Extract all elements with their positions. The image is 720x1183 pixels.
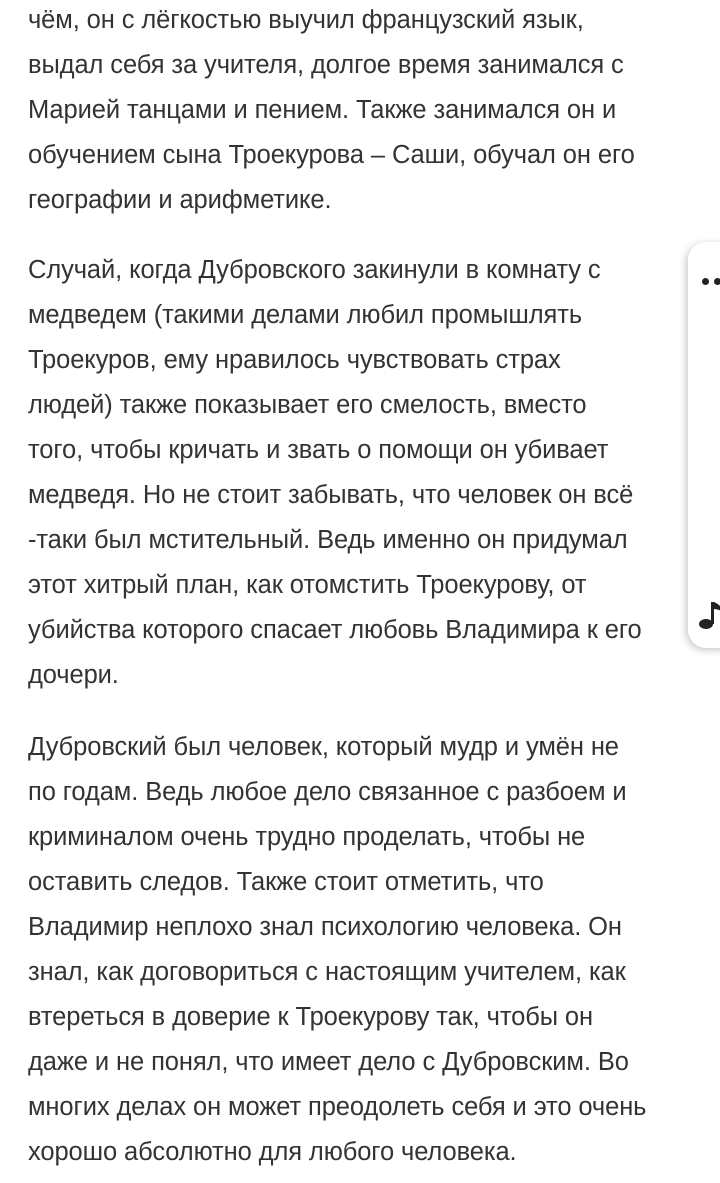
text-line: географии и арифметике. [28, 186, 332, 214]
more-dots-icon[interactable] [702, 278, 720, 285]
text-line: оставить следов. Также стоит отметить, что [28, 868, 544, 896]
text-line: криминалом очень трудно проделать, чтобы не [28, 823, 586, 851]
paragraph [28, 248, 642, 698]
text-line: выдал себя за учителя, долгое время занимался с [28, 51, 624, 79]
text-line: убийства которого спасает любовь Владимира к его [28, 616, 642, 644]
text-line: втереться в доверие к Троекурову так, чтобы он [28, 1003, 593, 1031]
paragraph [28, 725, 646, 1175]
text-line: -таки был мстительный. Ведь именно он придумал [28, 526, 628, 554]
text-line: Троекуров, ему нравилось чувствовать страх [28, 346, 561, 374]
text-line: знал, как договориться с настоящим учителем, как [28, 958, 626, 986]
text-line: хорошо абсолютно для любого человека. [28, 1138, 517, 1166]
text-line: даже и не понял, что имеет дело с Дубровским. Во [28, 1048, 629, 1076]
text-line: Случай, когда Дубровского закинули в комнату с [28, 256, 601, 284]
text-line: Дубровский был человек, который мудр и умён не [28, 733, 619, 761]
music-note-icon[interactable] [698, 598, 720, 632]
text-line: обучением сына Троекурова – Саши, обучал он его [28, 141, 635, 169]
text-line: по годам. Ведь любое дело связанное с разбоем и [28, 778, 627, 806]
text-line: чём, он с лёгкостью выучил французский язык, [28, 6, 584, 34]
paragraph [28, 0, 635, 223]
floating-side-panel[interactable] [688, 242, 720, 648]
text-line: Марией танцами и пением. Также занимался он и [28, 96, 617, 124]
text-line: многих делах он может преодолеть себя и это очень [28, 1093, 647, 1121]
text-line: Владимир неплохо знал психологию человека. Он [28, 913, 622, 941]
text-line: медведя. Но не стоит забывать, что человек он всё [28, 481, 634, 509]
text-line: того, чтобы кричать и звать о помощи он убивает [28, 436, 609, 464]
text-line: этот хитрый план, как отомстить Троекурову, от [28, 571, 587, 599]
text-line: медведем (такими делами любил промышлять [28, 301, 583, 329]
text-line: людей) также показывает его смелость, вместо [28, 391, 587, 419]
text-line: дочери. [28, 661, 119, 689]
